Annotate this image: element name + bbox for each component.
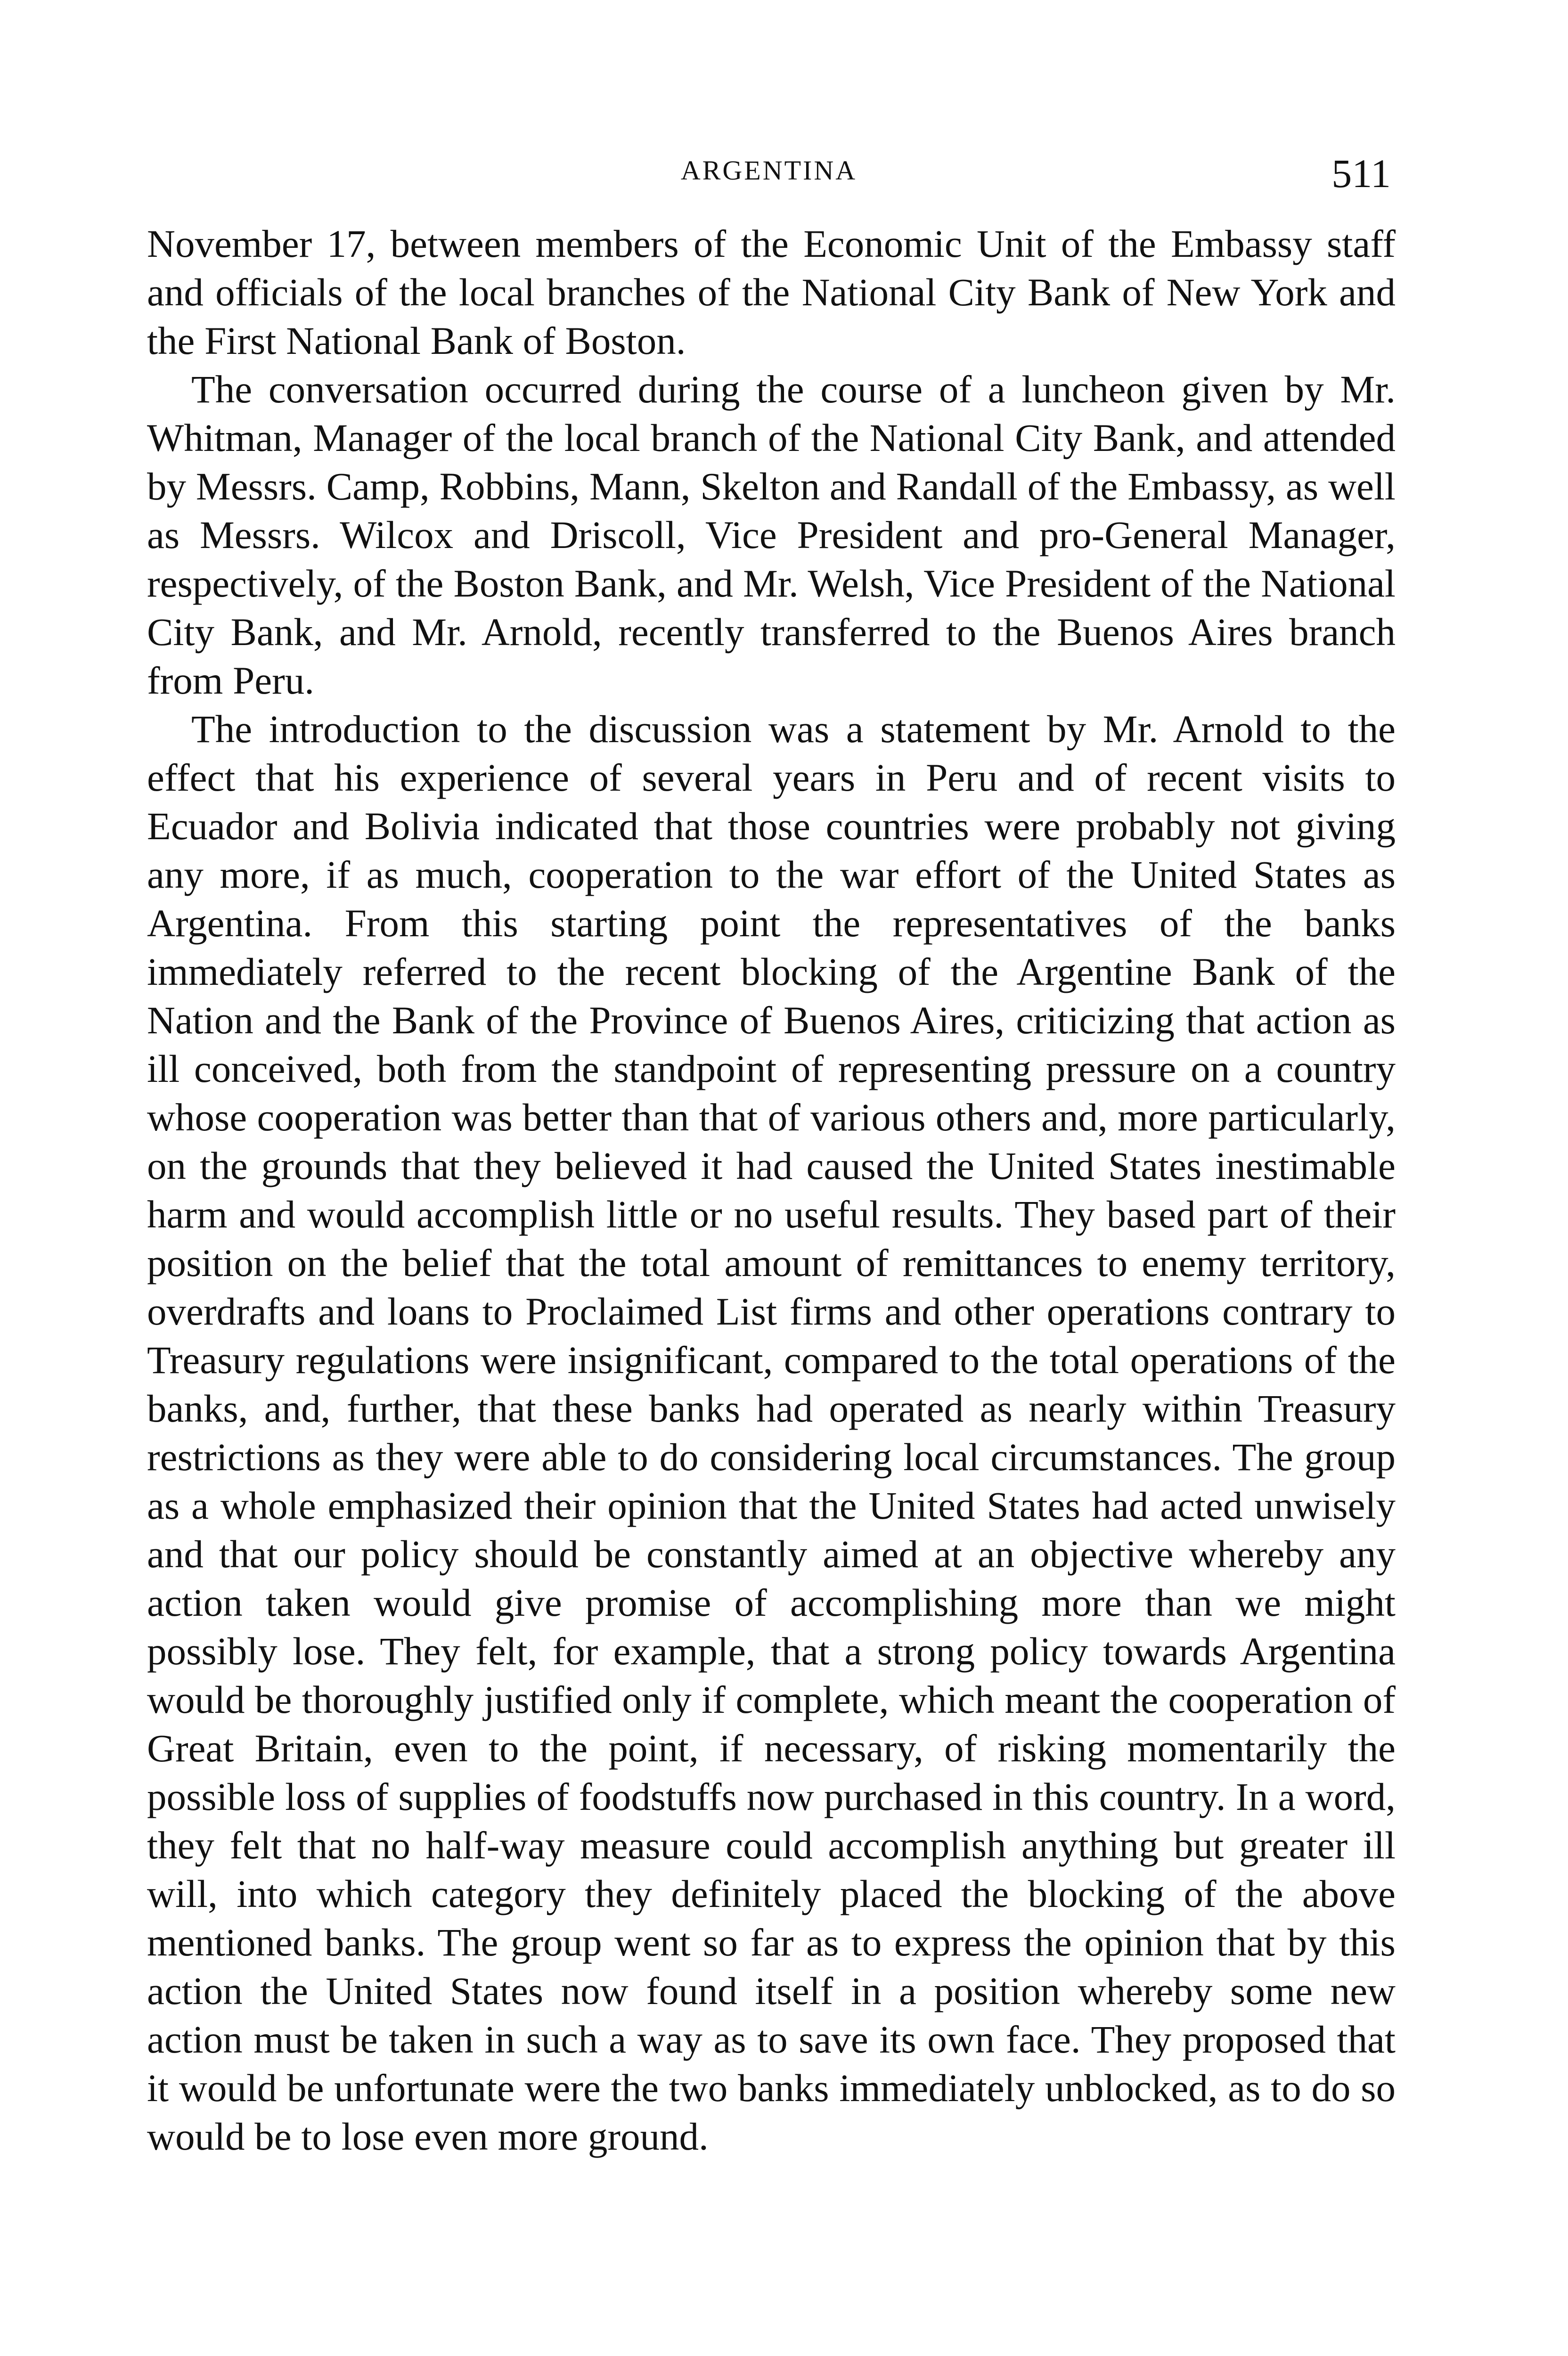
paragraph-1: November 17, between members of the Economic Unit of the Embassy staff and officials of the local branches of the National City Bank of New York and the First National Bank of Boston. bbox=[147, 222, 1396, 362]
header-title: ARGENTINA bbox=[680, 155, 858, 186]
page-number: 511 bbox=[1331, 151, 1391, 196]
paragraph-2: The conversation occurred during the course of a luncheon given by Mr. Whitman, Manager of the local branch of the National City Bank, and attended by Messrs. Camp, Robbins, Mann, Skelton and Randall of the Embassy, as well as Messrs. Wilcox and Driscoll, Vice President and pro-General Manager, respectively, of the Boston Bank, and Mr. Welsh, Vice President of the National City Bank, and Mr. Arnold, recently transferred to the Buenos Aires branch from Peru. bbox=[147, 368, 1396, 702]
running-head bbox=[147, 150, 1391, 202]
body-text bbox=[147, 220, 1396, 2161]
paragraph-3: The introduction to the discussion was a statement by Mr. Arnold to the effect that his experience of several years in Peru and of recent visits to Ecuador and Bolivia indicated that those countries were probably not giving any more, if as much, cooperation to the war effort of the United States as Argentina. From this starting point the representatives of the banks immediately referred to the recent blocking of the Argentine Bank of the Nation and the Bank of the Province of Buenos Aires, criticizing that action as ill conceived, both from the standpoint of representing pressure on a country whose cooperation was better than that of various others and, more particularly, on the grounds that they believed it had caused the United States inestimable harm and would accomplish little or no useful results. They based part of their position on the belief that the total amount of remittances to enemy territory, overdrafts and loans to Proclaimed List firms and other operations contrary to Treasury regulations were insignificant, compared to the total operations of the banks, and, further, that these banks had operated as nearly within Treasury restrictions as they were able to do considering local circumstances. The group as a whole emphasized their opinion that the United States had acted unwisely and that our policy should be constantly aimed at an objective whereby any action taken would give promise of accomplishing more than we might possibly lose. They felt, for example, that a strong policy towards Argentina would be thoroughly justified only if complete, which meant the cooperation of Great Britain, even to the point, if necessary, of risking momentarily the possible loss of supplies of foodstuffs now purchased in this country. In a word, they felt that no half-way measure could accomplish anything but greater ill will, into which category they definitely placed the blocking of the above mentioned banks. The group went so far as to express the opinion that by this action the United States now found itself in a position whereby some new action must be taken in such a way as to save its own face. They proposed that it would be unfortunate were the two banks immediately unblocked, as to do so would be to lose even more ground. bbox=[147, 707, 1396, 2158]
